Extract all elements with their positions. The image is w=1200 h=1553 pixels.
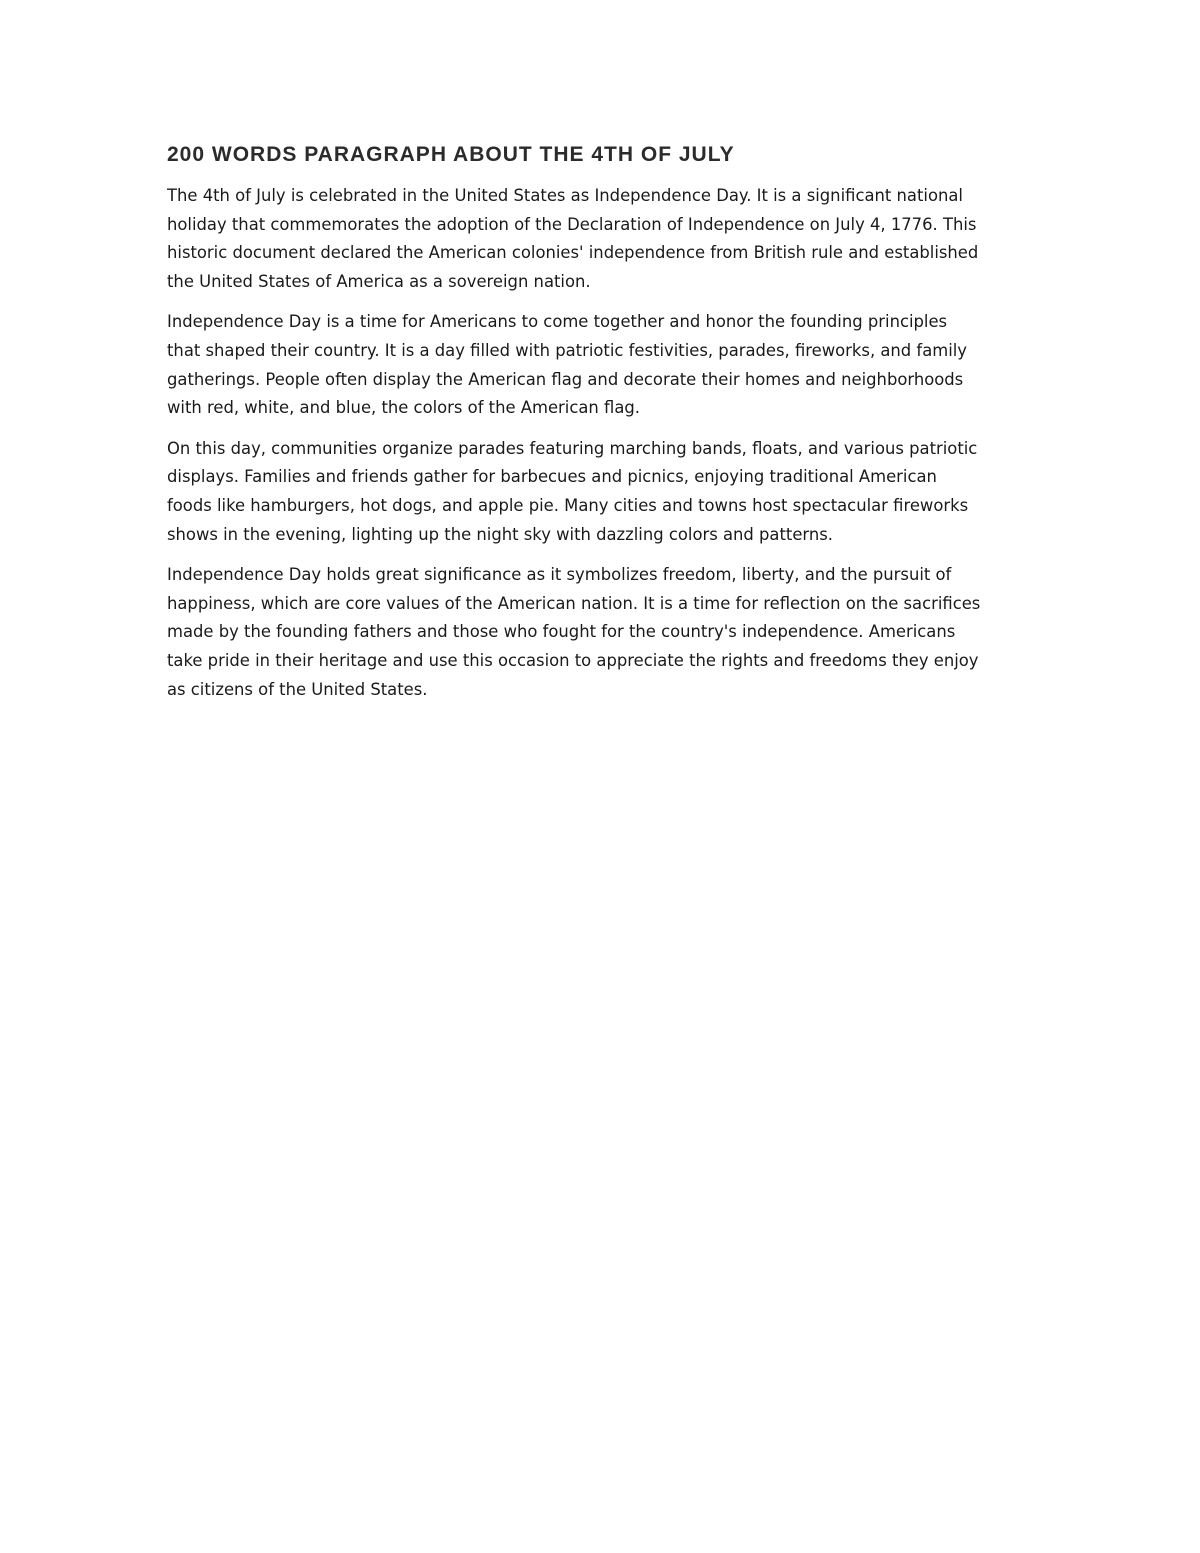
- paragraph-line: take pride in their heritage and use this occasion to appreciate the rights and freedoms they enjoy: [167, 650, 979, 670]
- paragraph-line: gatherings. People often display the American flag and decorate their homes and neighborhoods: [167, 369, 964, 389]
- paragraph-line: shows in the evening, lighting up the night sky with dazzling colors and patterns.: [167, 524, 833, 544]
- paragraph-1: [167, 182, 1047, 296]
- paragraph-line: that shaped their country. It is a day filled with patriotic festivities, parades, fireworks, and family: [167, 340, 968, 360]
- paragraph-line: historic document declared the American colonies' independence from British rule and established: [167, 243, 979, 263]
- paragraph-line: made by the founding fathers and those who fought for the country's independence. Americans: [167, 622, 956, 642]
- paragraph-line: On this day, communities organize parades featuring marching bands, floats, and various patriotic: [167, 438, 978, 458]
- paragraph-4: [167, 561, 1047, 704]
- paragraph-line: holiday that commemorates the adoption of the Declaration of Independence on July 4, 1776. This: [167, 214, 977, 234]
- paragraph-line: Independence Day holds great significance as it symbolizes freedom, liberty, and the pursuit of: [167, 565, 952, 585]
- document-body: [167, 140, 1047, 716]
- paragraph-line: The 4th of July is celebrated in the United States as Independence Day. It is a significant national: [167, 186, 963, 205]
- paragraph-3: [167, 435, 1047, 549]
- paragraph-line: displays. Families and friends gather for barbecues and picnics, enjoying traditional American: [167, 467, 937, 487]
- paragraph-line: with red, white, and blue, the colors of the American flag.: [167, 398, 640, 418]
- paragraph-line: foods like hamburgers, hot dogs, and apple pie. Many cities and towns host spectacular fireworks: [167, 495, 969, 515]
- paragraph-line: happiness, which are core values of the American nation. It is a time for reflection on the sacrifices: [167, 593, 981, 613]
- paragraph-2: [167, 308, 1047, 422]
- paragraph-line: as citizens of the United States.: [167, 679, 428, 699]
- paragraph-line: Independence Day is a time for Americans to come together and honor the founding principles: [167, 312, 948, 332]
- document-title: 200 WORDS PARAGRAPH ABOUT THE 4TH OF JULY: [167, 143, 735, 166]
- paragraph-line: the United States of America as a sovereign nation.: [167, 271, 591, 291]
